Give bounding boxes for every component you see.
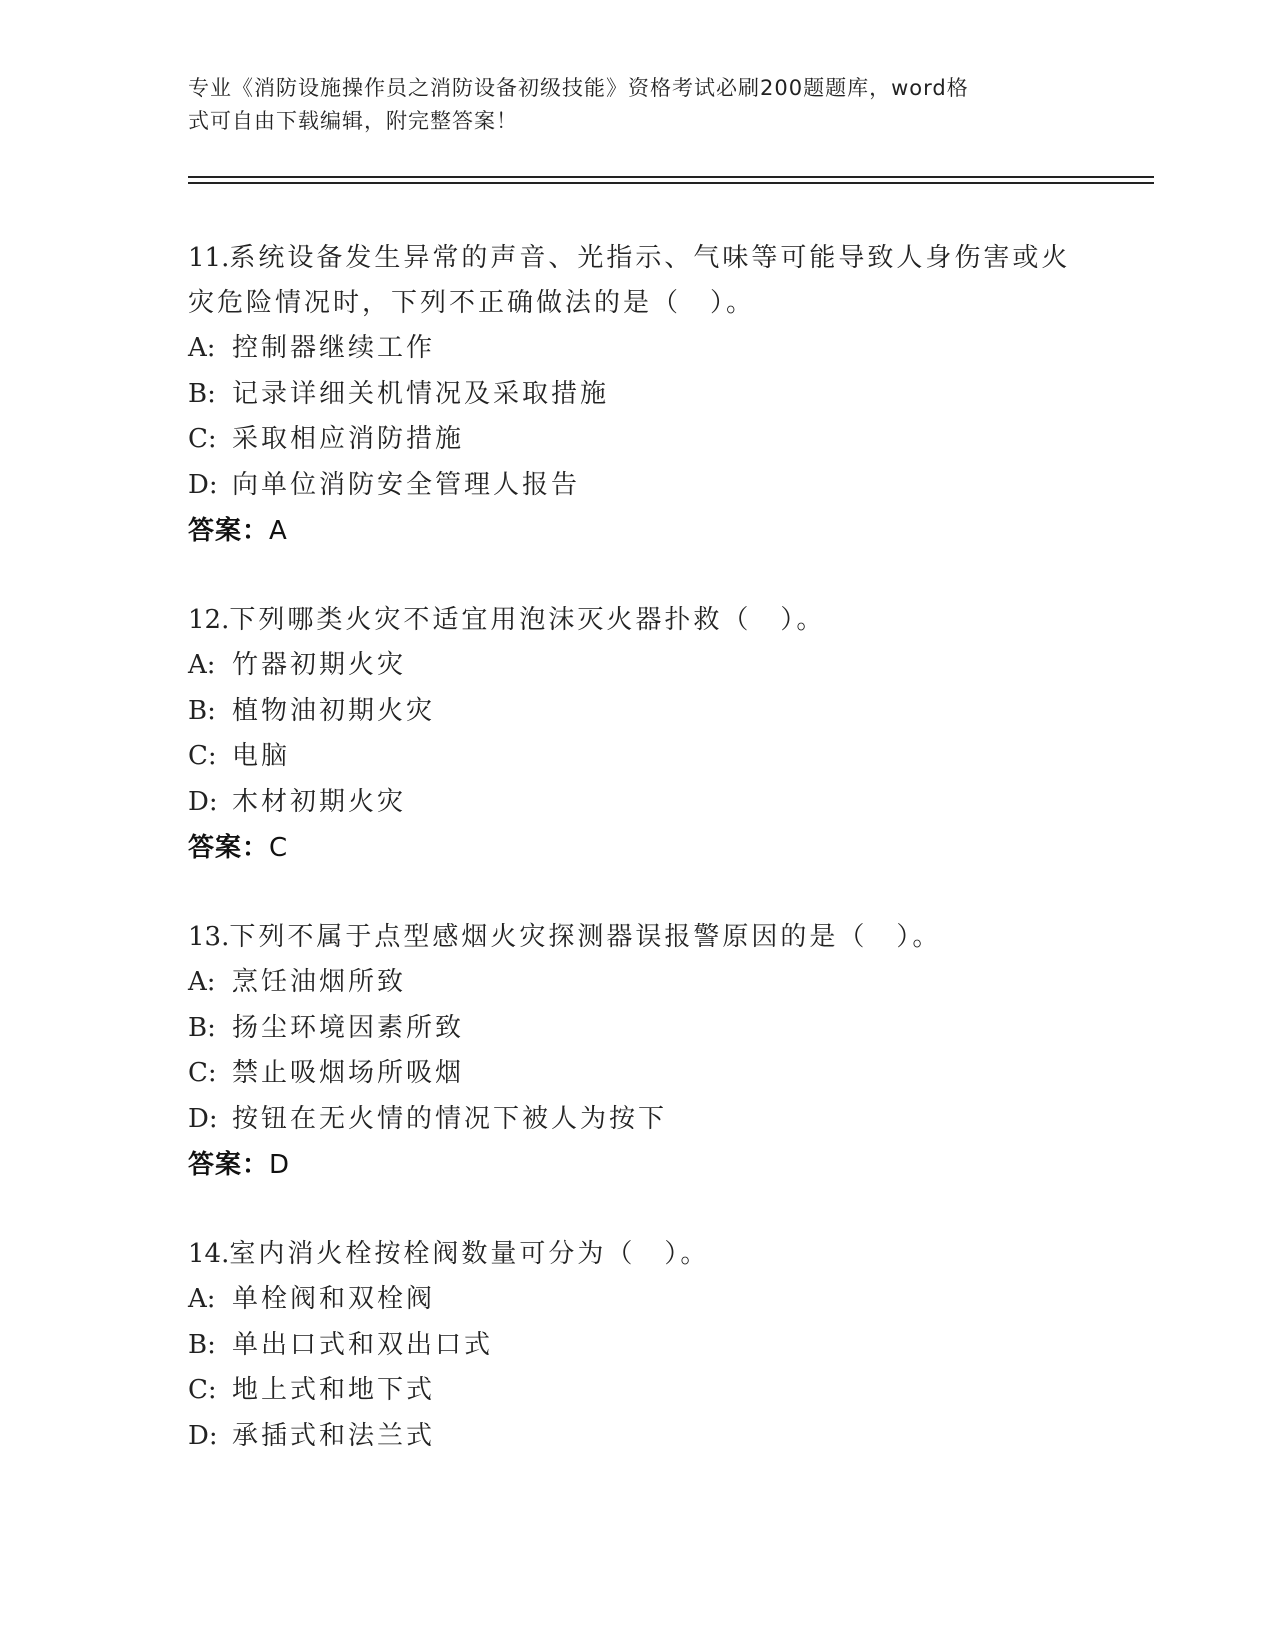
option-key: D:: [188, 469, 218, 500]
question-number: 13.: [188, 922, 230, 952]
header-divider-top: [188, 176, 1154, 178]
option-a: [188, 643, 1088, 689]
question-text-line-1: 下列哪类火灾不适宜用泡沫灭火器扑救（ ）。: [229, 605, 826, 635]
option-b: [188, 689, 1088, 735]
option-text: 木材初期火灾: [232, 786, 407, 817]
option-key: C:: [188, 1375, 217, 1405]
question-stem: [188, 598, 1088, 643]
question-stem: [188, 915, 1088, 960]
option-key: C:: [188, 424, 217, 454]
option-text: 扬尘环境因素所致: [232, 1012, 465, 1043]
option-key: A:: [188, 967, 216, 997]
header-divider-bottom: [188, 182, 1154, 184]
option-d: [188, 780, 1088, 826]
question-13: [188, 915, 1088, 1188]
answer-value: A: [269, 516, 287, 546]
option-key: C:: [188, 1058, 217, 1088]
option-key: A:: [188, 650, 216, 680]
option-c: [188, 734, 1088, 780]
option-a: [188, 326, 1088, 372]
question-11: [188, 236, 1088, 554]
option-d: [188, 1097, 1088, 1143]
answer-label: 答案：: [188, 516, 270, 546]
option-a: [188, 960, 1088, 1006]
option-c: [188, 1368, 1088, 1414]
option-text: 地上式和地下式: [232, 1375, 436, 1405]
question-stem: [188, 1232, 1088, 1277]
option-key: A:: [188, 1284, 216, 1314]
option-key: D:: [188, 1103, 218, 1134]
answer-value: C: [269, 833, 288, 863]
option-text: 烹饪油烟所致: [232, 967, 407, 997]
question-12: [188, 598, 1088, 871]
option-text: 采取相应消防措施: [232, 424, 465, 454]
option-b: [188, 372, 1088, 418]
option-text: 电脑: [232, 741, 291, 771]
option-a: [188, 1277, 1088, 1323]
option-key: B:: [188, 695, 216, 726]
option-d: [188, 463, 1088, 509]
answer-line: [188, 825, 1088, 871]
answer-label: 答案：: [188, 1150, 270, 1180]
answer-line: [188, 1142, 1088, 1188]
option-text: 承插式和法兰式: [232, 1420, 436, 1451]
option-text: 单栓阀和双栓阀: [232, 1284, 436, 1314]
question-text-line-1: 下列不属于点型感烟火灾探测器误报警原因的是（ ）。: [229, 922, 942, 952]
option-b: [188, 1006, 1088, 1052]
option-c: [188, 417, 1088, 463]
header-line-1: 专业《消防设施操作员之消防设备初级技能》资格考试必刷200题题库，word格: [188, 76, 969, 100]
option-key: D:: [188, 786, 218, 817]
answer-value: D: [269, 1150, 290, 1180]
option-text: 禁止吸烟场所吸烟: [232, 1058, 465, 1088]
option-b: [188, 1323, 1088, 1369]
option-key: B:: [188, 1329, 216, 1360]
option-text: 向单位消防安全管理人报告: [232, 469, 581, 500]
question-stem: [188, 236, 1088, 326]
question-text-line-1: 系统设备发生异常的声音、光指示、气味等可能导致人身伤害或火: [229, 243, 1071, 273]
option-text: 记录详细关机情况及采取措施: [232, 378, 610, 409]
question-list: [188, 236, 1088, 1503]
question-14: [188, 1232, 1088, 1459]
option-key: A:: [188, 333, 216, 363]
document-header: [188, 72, 1068, 138]
option-text: 按钮在无火情的情况下被人为按下: [232, 1103, 668, 1134]
option-key: C:: [188, 741, 217, 771]
question-number: 14.: [188, 1239, 230, 1269]
option-c: [188, 1051, 1088, 1097]
option-d: [188, 1414, 1088, 1460]
header-line-2: 式可自由下载编辑，附完整答案！: [188, 109, 518, 133]
question-text-line-1: 室内消火栓按栓阀数量可分为（ ）。: [229, 1239, 710, 1269]
option-key: D:: [188, 1420, 218, 1451]
option-text: 植物油初期火灾: [232, 695, 436, 726]
option-key: B:: [188, 378, 216, 409]
option-text: 竹器初期火灾: [232, 650, 407, 680]
question-number: 12.: [188, 605, 230, 635]
answer-label: 答案：: [188, 833, 270, 863]
option-text: 单出口式和双出口式: [232, 1329, 494, 1360]
option-text: 控制器继续工作: [232, 333, 436, 363]
question-text-line-2: 灾危险情况时，下列不正确做法的是（ ）。: [188, 288, 756, 318]
answer-line: [188, 508, 1088, 554]
question-number: 11.: [188, 243, 230, 273]
option-key: B:: [188, 1012, 216, 1043]
